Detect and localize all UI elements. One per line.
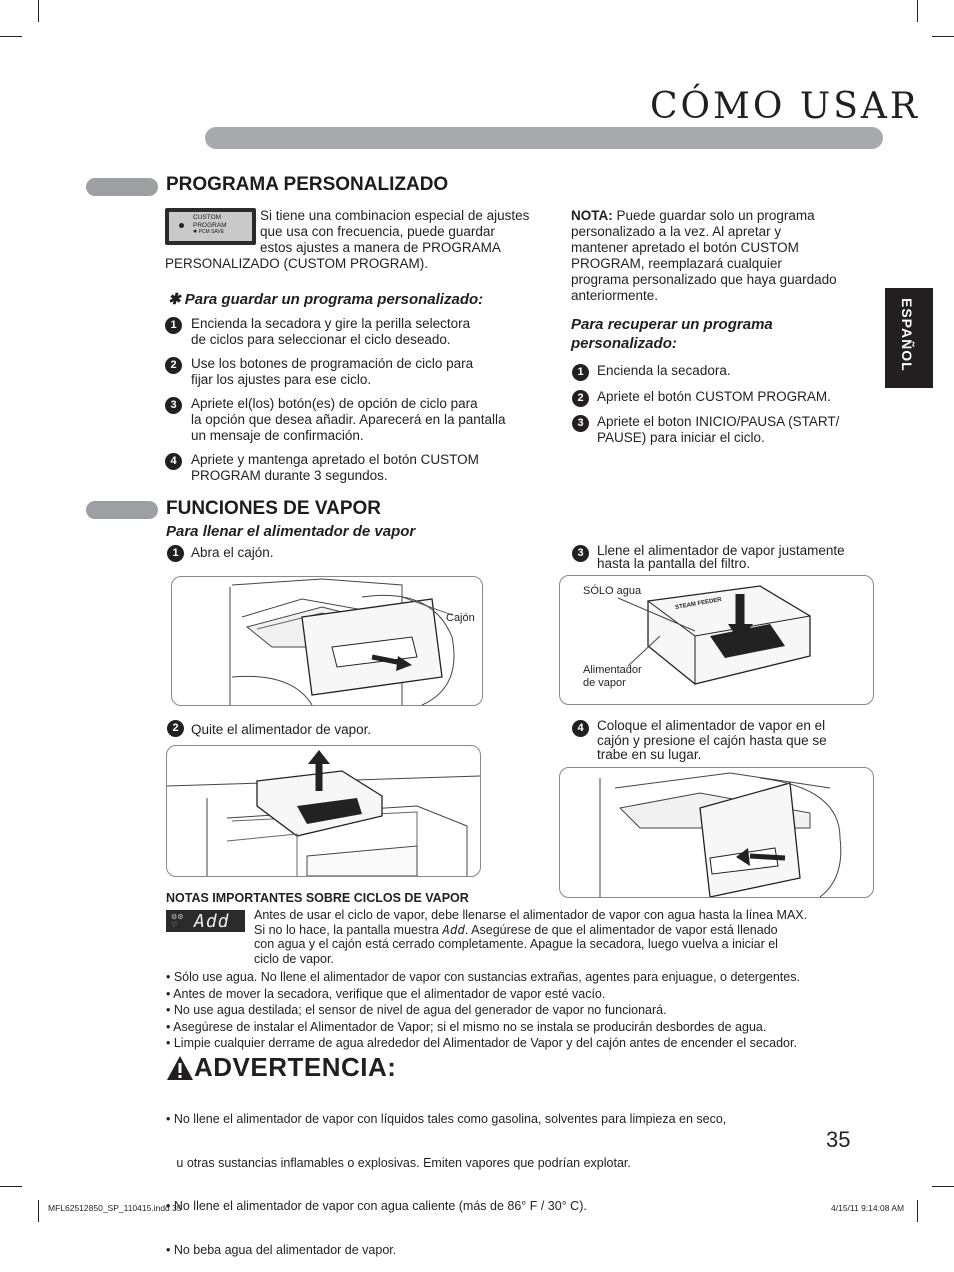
page-number: 35 (826, 1127, 851, 1152)
insert-feeder-illustration (560, 768, 873, 897)
notes-bullet-list (166, 970, 800, 1053)
warning-bullet: • No llene el alimentador de vapor con agua caliente (más de 86° F / 30° C). (166, 1199, 587, 1213)
crop-mark (0, 36, 22, 37)
recall-step-1: Encienda la secadora. (597, 363, 731, 378)
save-step-1 (191, 316, 470, 348)
crop-mark (932, 1186, 954, 1187)
header-bar (205, 127, 883, 149)
display-icons: ⚙⚙ ♡ (171, 914, 184, 929)
step-number-icon: 1 (167, 545, 184, 562)
step-number-icon: 2 (165, 357, 182, 374)
crop-mark (932, 36, 954, 37)
section-heading-custom: PROGRAMA PERSONALIZADO (166, 174, 449, 195)
crop-mark (38, 1200, 39, 1222)
intro-line: estos ajustes a manera de PROGRAMA (260, 240, 501, 255)
note-label: NOTA: (571, 208, 613, 223)
label-water-only: SÓLO agua (583, 585, 642, 597)
step-number-icon: 4 (572, 720, 589, 737)
step-line: Use los botones de programación de ciclo para (191, 356, 474, 371)
dryer-drawer-illustration (172, 577, 482, 705)
step-line: Llene el alimentador de vapor justamente (597, 543, 845, 558)
warning-bullet-list (166, 1083, 726, 1272)
recall-heading-line: Para recuperar un programa (571, 316, 773, 333)
step-line: PROGRAM durante 3 segundos. (191, 468, 388, 483)
step-line: la opción que desea añadir. Aparecerá en la pantalla (191, 412, 506, 427)
notes-bullet: • Asegúrese de instalar el Alimentador de Vapor; si el mismo no se instala se producirán desbordes de agua. (166, 1019, 767, 1034)
steam-step-4-text (597, 719, 827, 763)
page-title: CÓMO USAR (650, 86, 920, 127)
indicator-dot-icon (179, 223, 184, 228)
intro-line: PERSONALIZADO (CUSTOM PROGRAM). (165, 256, 429, 271)
footer-timestamp: 4/15/11 9:14:08 AM (831, 1203, 905, 1213)
warning-bullet: • No llene el alimentador de vapor con líquidos tales como gasolina, solventes para limpieza en seco, (166, 1112, 727, 1126)
step-line: Apriete el boton INICIO/PAUSA (START/ (597, 414, 840, 429)
note-line: personalizado a la vez. Al apretar y (571, 224, 782, 239)
illustration-insert-feeder (559, 767, 874, 898)
steam-step-1-text: Abra el cajón. (191, 545, 274, 560)
notes-bullet: • No use agua destilada; el sensor de nivel de agua del generador de vapor no funcionará. (166, 1003, 667, 1017)
step-line: un mensaje de confirmación. (191, 428, 364, 443)
notes-line: ciclo de vapor. (254, 951, 334, 966)
steam-step-2-text: Quite el alimentador de vapor. (191, 722, 372, 737)
step-number-icon: 2 (572, 390, 589, 407)
note-line: mantener apretado el botón CUSTOM (571, 240, 799, 255)
notes-line: con agua y el cajón está cerrado completamente. Apague la secadora, luego vuelva a iniciar el (254, 937, 778, 951)
step-number-icon: 4 (165, 453, 182, 470)
step-number-icon: 1 (165, 317, 182, 334)
section-heading-steam: FUNCIONES DE VAPOR (166, 498, 382, 519)
notes-bullet: • Sólo use agua. No llene el alimentador de vapor con sustancias extrañas, agentes para enjuague, o detergentes. (166, 970, 800, 984)
step-number-icon: 1 (572, 364, 589, 381)
save-step-4 (191, 452, 479, 484)
notes-paragraph (254, 908, 894, 966)
language-tab-label: ESPAÑOL (899, 298, 915, 372)
save-step-2 (191, 356, 473, 388)
intro-line: que usa con frecuencia, puede guardar (260, 224, 495, 239)
crop-mark (38, 0, 39, 22)
warning-bullet: u otras sustancias inflamables o explosivas. Emiten vapores que podrían explotar. (166, 1155, 631, 1170)
step-number-icon: 3 (572, 545, 589, 562)
notes-line: Si no lo hace, la pantalla muestra (254, 922, 439, 937)
illustration-fill-feeder (559, 575, 874, 705)
warning-icon (166, 1055, 194, 1081)
save-heading: ✱ Para guardar un programa personalizado: (168, 291, 484, 308)
custom-program-button-image (165, 208, 256, 245)
step-line: Encienda la secadora y gire la perilla selectora (191, 316, 471, 331)
illustration-open-drawer (171, 576, 483, 706)
step-line: hasta la pantalla del filtro. (597, 556, 751, 571)
add-code: Add (442, 921, 465, 937)
section-pill (86, 501, 158, 519)
language-tab (885, 288, 933, 388)
step-line: PAUSE) para iniciar el ciclo. (597, 430, 765, 445)
section-pill (86, 178, 158, 196)
step-line: Apriete el(los) botón(es) de opción de ciclo para (191, 396, 478, 411)
display-add-text: Add (194, 911, 230, 932)
recall-step-2: Apriete el botón CUSTOM PROGRAM. (597, 389, 831, 404)
label-feeder-line: Alimentador (583, 664, 642, 676)
illustration-remove-feeder (166, 745, 481, 877)
button-line: PROGRAM (193, 221, 227, 229)
step-line: cajón y presione el cajón hasta que se (597, 732, 827, 748)
recall-heading-line: personalizado: (571, 335, 677, 352)
notes-line: Antes de usar el ciclo de vapor, debe llenarse el alimentador de vapor con agua hasta la línea MAX. (254, 908, 808, 922)
footer-file-info: MFL62512850_SP_110415.indd 35 (48, 1203, 182, 1213)
note-line: anteriormente. (571, 288, 659, 303)
step-line: Apriete y mantenga apretado el botón CUSTOM (191, 452, 479, 467)
step-number-icon: 3 (572, 415, 589, 432)
crop-mark (0, 1186, 22, 1187)
warning-bullet: • No beba agua del alimentador de vapor. (166, 1242, 397, 1257)
intro-line: Si tiene una combinacion especial de ajustes (260, 208, 530, 223)
save-step-3 (191, 396, 506, 444)
note-line: PROGRAM, reemplazará cualquier (571, 256, 782, 271)
notes-heading: NOTAS IMPORTANTES SOBRE CICLOS DE VAPOR (166, 891, 469, 905)
display-add-image (166, 910, 245, 932)
feeder-brand-label: STEAM FEEDER (674, 596, 723, 612)
button-line: ✱ PCM SAVE (193, 229, 225, 235)
step-line: de ciclos para seleccionar el ciclo deseado. (191, 332, 451, 347)
notes-bullet: • Antes de mover la secadora, verifique que el alimentador de vapor esté vacío. (166, 986, 606, 1001)
steam-subheading: Para llenar el alimentador de vapor (166, 523, 416, 540)
notes-bullet: • Limpie cualquier derrame de agua alrededor del Alimentador de Vapor y del cajón antes de encender el secador. (166, 1036, 797, 1050)
step-number-icon: 2 (167, 720, 184, 737)
crop-mark (917, 0, 918, 22)
steam-step-3-text (597, 544, 845, 570)
label-drawer: Cajón (446, 612, 475, 624)
label-feeder (583, 664, 642, 690)
notes-line: . Asegúrese de que el alimentador de vapor está llenado (464, 922, 778, 937)
step-line: trabe en su lugar. (597, 747, 702, 762)
step-line: fijar los ajustes para ese ciclo. (191, 372, 372, 387)
remove-feeder-illustration (167, 746, 480, 876)
crop-mark (917, 1200, 918, 1222)
step-number-icon: 3 (165, 397, 182, 414)
note-line: programa personalizado que haya guardado (571, 272, 837, 287)
note-block (571, 208, 837, 304)
button-line: CUSTOM (193, 214, 222, 221)
step-line: Coloque el alimentador de vapor en el (597, 718, 826, 733)
recall-step-3 (597, 414, 839, 446)
recall-heading (571, 315, 773, 353)
label-feeder-line: de vapor (583, 677, 626, 689)
intro-text-top (260, 208, 529, 256)
warning-heading: ADVERTENCIA: (194, 1052, 397, 1082)
note-line: Puede guardar solo un programa (612, 208, 815, 223)
